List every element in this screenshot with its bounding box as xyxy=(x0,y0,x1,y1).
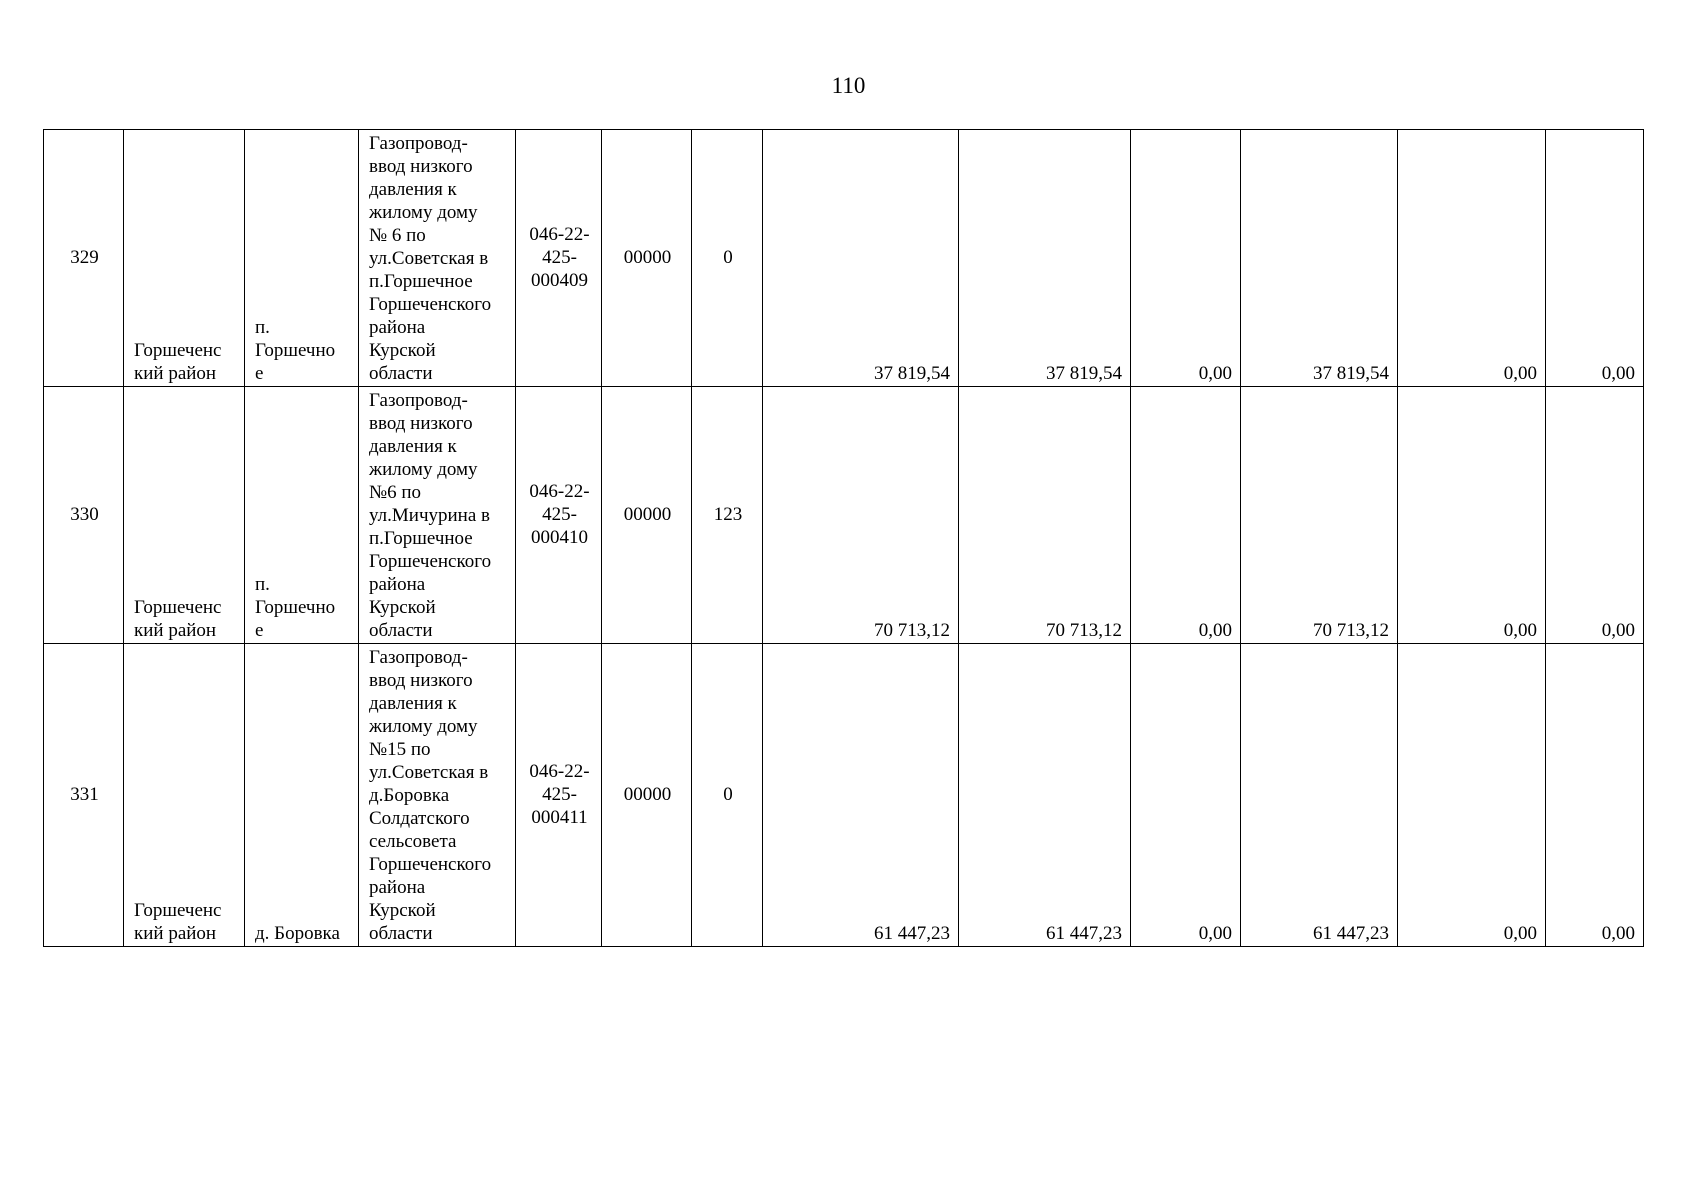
row-number-cell: 330 xyxy=(44,387,124,644)
value-cell-5: 0,00 xyxy=(1398,130,1546,387)
table-row xyxy=(44,130,1644,387)
district-cell: Горшеченс кий район xyxy=(124,130,245,387)
extra-code-cell: 0 xyxy=(692,644,763,947)
settlement-cell: п. Горшечно е xyxy=(245,130,359,387)
settlement-cell: п. Горшечно е xyxy=(245,387,359,644)
object-name-cell: Газопровод- ввод низкого давления к жилому дому №15 по ул.Советская в д.Боровка Солдатского сельсовета Горшеченского района Курской области xyxy=(359,644,516,947)
value-cell-4: 70 713,12 xyxy=(1241,387,1398,644)
inventory-number-cell: 046-22- 425- 000411 xyxy=(516,644,602,947)
value-cell-2: 37 819,54 xyxy=(959,130,1131,387)
row-number-cell: 329 xyxy=(44,130,124,387)
value-cell-3: 0,00 xyxy=(1131,644,1241,947)
value-cell-5: 0,00 xyxy=(1398,644,1546,947)
value-cell-6: 0,00 xyxy=(1546,130,1644,387)
value-cell-4: 61 447,23 xyxy=(1241,644,1398,947)
value-cell-1: 70 713,12 xyxy=(763,387,959,644)
extra-code-cell: 123 xyxy=(692,387,763,644)
value-cell-2: 61 447,23 xyxy=(959,644,1131,947)
code-cell: 00000 xyxy=(602,130,692,387)
value-cell-5: 0,00 xyxy=(1398,387,1546,644)
settlement-cell: д. Боровка xyxy=(245,644,359,947)
value-cell-3: 0,00 xyxy=(1131,130,1241,387)
code-cell: 00000 xyxy=(602,387,692,644)
row-number-cell: 331 xyxy=(44,644,124,947)
district-cell: Горшеченс кий район xyxy=(124,644,245,947)
value-cell-2: 70 713,12 xyxy=(959,387,1131,644)
value-cell-1: 37 819,54 xyxy=(763,130,959,387)
object-name-cell: Газопровод- ввод низкого давления к жилому дому № 6 по ул.Советская в п.Горшечное Горшеченского района Курской области xyxy=(359,130,516,387)
value-cell-3: 0,00 xyxy=(1131,387,1241,644)
value-cell-4: 37 819,54 xyxy=(1241,130,1398,387)
value-cell-6: 0,00 xyxy=(1546,387,1644,644)
object-name-cell: Газопровод- ввод низкого давления к жилому дому №6 по ул.Мичурина в п.Горшечное Горшеченского района Курской области xyxy=(359,387,516,644)
value-cell-6: 0,00 xyxy=(1546,644,1644,947)
table-row xyxy=(44,387,1644,644)
code-cell: 00000 xyxy=(602,644,692,947)
page-number: 110 xyxy=(831,73,866,98)
registry-table xyxy=(43,129,1644,947)
value-cell-1: 61 447,23 xyxy=(763,644,959,947)
inventory-number-cell: 046-22- 425- 000409 xyxy=(516,130,602,387)
district-cell: Горшеченс кий район xyxy=(124,387,245,644)
table-row xyxy=(44,644,1644,947)
inventory-number-cell: 046-22- 425- 000410 xyxy=(516,387,602,644)
extra-code-cell: 0 xyxy=(692,130,763,387)
